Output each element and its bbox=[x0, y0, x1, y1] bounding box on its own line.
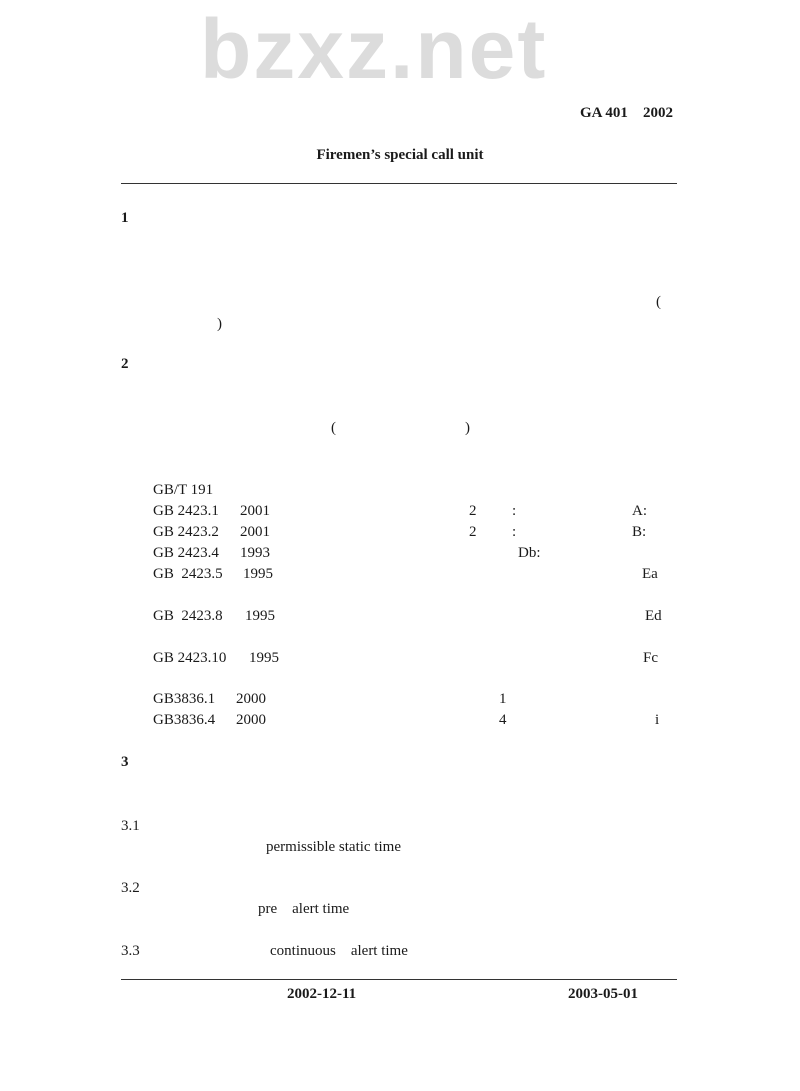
reference-code: GB/T 191 bbox=[153, 482, 214, 498]
reference-part: 4 bbox=[499, 712, 507, 728]
reference-code: GB 2423.2 bbox=[153, 524, 219, 540]
paren-close: ) bbox=[217, 316, 222, 332]
reference-label: : bbox=[512, 503, 517, 519]
reference-code: GB 2423.8 bbox=[153, 608, 223, 624]
reference-year: 1995 bbox=[243, 566, 273, 582]
paren-open: ( bbox=[656, 294, 661, 310]
section-1-number: 1 bbox=[121, 210, 129, 226]
reference-year: 1995 bbox=[245, 608, 275, 624]
reference-year: 2000 bbox=[236, 712, 266, 728]
reference-test: Ea bbox=[642, 566, 658, 582]
reference-part: 1 bbox=[499, 691, 507, 707]
reference-year: 2001 bbox=[240, 503, 270, 519]
reference-code: GB 2423.4 bbox=[153, 545, 219, 561]
reference-year: 2001 bbox=[240, 524, 270, 540]
reference-year: 1993 bbox=[240, 545, 270, 561]
watermark: bzxz.net bbox=[200, 2, 548, 96]
reference-code: GB 2423.10 bbox=[153, 650, 227, 666]
section-2-number: 2 bbox=[121, 356, 129, 372]
reference-code: GB 2423.1 bbox=[153, 503, 219, 519]
page-title: Firemen’s special call unit bbox=[316, 147, 484, 163]
reference-label: : bbox=[512, 524, 517, 540]
definition-term: permissible static time bbox=[266, 839, 401, 855]
definition-number: 3.1 bbox=[121, 818, 140, 834]
reference-code: GB 2423.5 bbox=[153, 566, 223, 582]
reference-test: Ed bbox=[645, 608, 662, 624]
reference-test: i bbox=[655, 712, 660, 728]
reference-test: B: bbox=[632, 524, 647, 540]
definition-term: continuous alert time bbox=[270, 943, 408, 959]
effective-date: 2003-05-01 bbox=[568, 986, 638, 1002]
reference-year: 2000 bbox=[236, 691, 266, 707]
reference-test: Fc bbox=[643, 650, 658, 666]
section-3-number: 3 bbox=[121, 754, 129, 770]
reference-part: 2 bbox=[469, 524, 477, 540]
standard-year: 2002 bbox=[642, 105, 673, 121]
standard-code bbox=[580, 104, 673, 122]
definition-term: pre alert time bbox=[258, 901, 350, 917]
reference-code: GB3836.1 bbox=[153, 691, 216, 707]
reference-part: 2 bbox=[469, 503, 477, 519]
reference-code: GB3836.4 bbox=[153, 712, 216, 728]
paren-open: ( bbox=[331, 420, 336, 436]
definition-number: 3.3 bbox=[121, 943, 140, 959]
footer-divider bbox=[121, 979, 677, 980]
standard-code-number: GA 401 bbox=[580, 105, 628, 121]
reference-test: A: bbox=[632, 503, 647, 519]
paren-close: ) bbox=[465, 420, 470, 436]
definition-number: 3.2 bbox=[121, 880, 140, 896]
reference-year: 1995 bbox=[249, 650, 279, 666]
issue-date: 2002-12-11 bbox=[287, 986, 357, 1002]
header-divider bbox=[121, 183, 677, 184]
reference-label: Db: bbox=[518, 545, 541, 561]
